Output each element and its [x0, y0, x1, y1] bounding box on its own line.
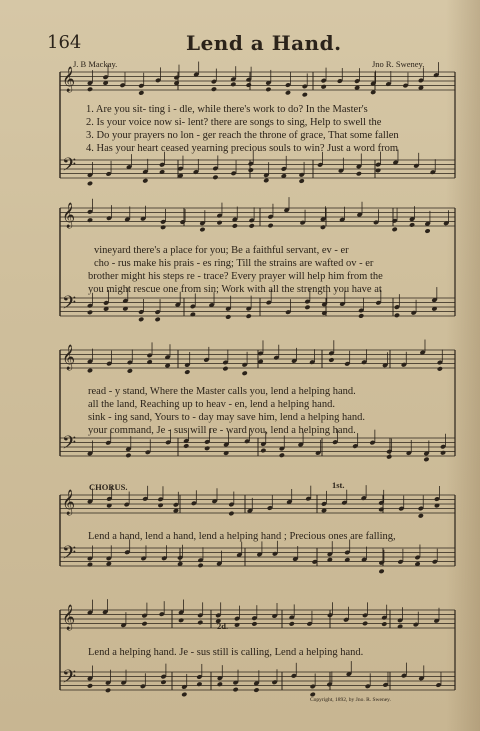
first-ending-label: 1st.: [332, 480, 345, 490]
copyright-notice: Copyright, 1892, by Jno. R. Sweney.: [310, 697, 391, 703]
bass-clef: 𝄢: [62, 667, 77, 692]
lyric-line: brother might his steps re - trace? Every prayer will help him from the: [88, 271, 383, 282]
second-ending-label: 2d.: [217, 621, 229, 631]
page-number: 164: [47, 32, 82, 53]
bass-clef: 𝄢: [62, 155, 77, 180]
treble-clef: 𝄞: [62, 605, 76, 630]
hymn-title: Lend a Hand.: [186, 31, 342, 55]
lyric-line: Lend a hand, lend a hand, lend a helping hand ; Precious ones are falling,: [88, 531, 396, 542]
lyric-line: vineyard there's a place for you; Be a faithful servant, ev - er: [94, 245, 349, 256]
lyricist-credit: J. B Mackay.: [73, 59, 118, 69]
bass-clef: 𝄢: [62, 293, 77, 318]
lyric-line: 4. Has your heart ceased yearning precious souls to win? Just a word from: [86, 143, 399, 154]
lyric-line: read - y stand, Where the Master calls you, lend a helping hand.: [88, 386, 356, 397]
chorus-label: CHORUS.: [89, 482, 128, 492]
lyric-line: sink - ing sand, Yours to - day may save him, lend a helping hand.: [88, 412, 366, 423]
lyric-line: 2. Is your voice now si- lent? there are songs to sing, Help to swell the: [86, 117, 382, 128]
lyric-line: you might rescue one from sin; Work with all the strength you have at: [88, 284, 382, 295]
bass-clef: 𝄢: [62, 543, 77, 568]
lyric-line: cho - rus make his prais - es ring; Till the strains are wafted ov - er: [94, 258, 374, 269]
lyric-line: 3. Do your prayers no lon - ger reach the throne of grace, That some fallen: [86, 130, 399, 141]
treble-clef: 𝄞: [62, 67, 76, 92]
lyric-line: all the land, Reaching up to heav - en, lend a helping hand.: [88, 399, 335, 410]
treble-clef: 𝄞: [62, 203, 76, 228]
treble-clef: 𝄞: [62, 345, 76, 370]
bass-clef: 𝄢: [62, 433, 77, 458]
lyric-line: 1. Are you sit- ting i - dle, while there's work to do? In the Master's: [86, 104, 368, 115]
treble-clef: 𝄞: [62, 490, 76, 515]
lyric-line: your command, Je - sus will re - ward you, lend a helping hand.: [88, 425, 356, 436]
composer-credit: Jno R. Sweney.: [372, 59, 425, 69]
lyric-line: Lend a helping hand. Je - sus still is calling, Lend a helping hand.: [88, 647, 364, 658]
